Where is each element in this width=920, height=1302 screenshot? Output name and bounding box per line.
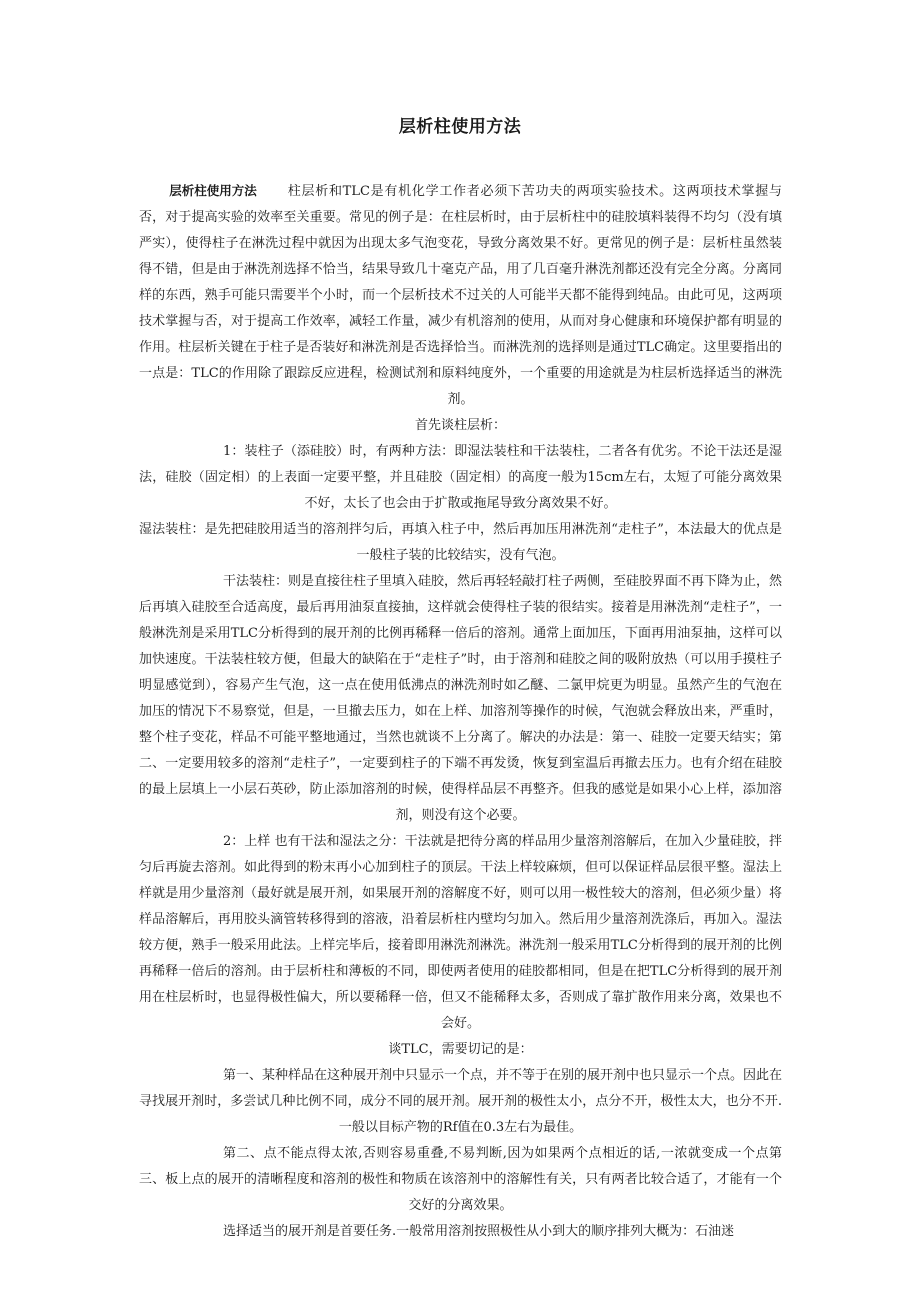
section-heading-tlc: 谈TLC，需要切记的是：: [388, 1042, 533, 1057]
intro-text: 柱层析和TLC是有机化学工作者必须下苦功夫的两项实验技术。这两项技术掌握与否，对于提高实验的效率至关重要。常见的例子是：在柱层析时，由于层析柱中的硅胶填料装得不均匀（没有填严实），使得柱子在淋洗过程中就因为出现太多气泡变花，导致分离效果不好。更常见的例子是：层析柱虽然装得不错，但是由于淋洗剂选择不恰当，结果导致几十毫克产品，用了几百毫升淋洗剂都还没有完全分离。分离同样的东西，熟手可能只需要半个小时，而一个层析技术不过关的人可能半天都不能得到纯品。由此可见，这两项技术掌握与否，对于提高工作效率，减轻工作量，减少有机溶剂的使用，从而对身心健康和环境保护都有明显的作用。柱层析关键在于柱子是否装好和淋洗剂是否选择恰当。而淋洗剂的选择则是通过TLC确定。这里要指出的一点是：TLC的作用除了跟踪反应进程，检测试剂和原料纯度外，一个重要的用途就是为柱层析选择适当的淋洗剂。: [139, 184, 782, 407]
wet-packing-paragraph: 湿法装柱：是先把硅胶用适当的溶剂拌匀后，再填入柱子中，然后再加压用淋洗剂“走柱子”，本法最大的优点是一般柱子装的比较结实，没有气泡。: [139, 522, 782, 563]
section-heading-column: 首先谈柱层析：: [414, 418, 506, 433]
loading-paragraph: 2：上样 也有干法和湿法之分：干法就是把待分离的样品用少量溶剂溶解后，在加入少量硅胶，拌匀后再旋去溶剂。如此得到的粉末再小心加到柱子的顶层。干法上样较麻烦，但可以保证样品层很平整。湿法上样就是用少量溶剂（最好就是展开剂，如果展开剂的溶解度不好，则可以用一极性较大的溶剂，但必须少量）将样品溶解后，再用胶头滴管转移得到的溶液，沿着层析柱内壁均匀加入。然后用少量溶剂洗涤后，再加入。湿法较方便，熟手一般采用此法。上样完毕后，接着即用淋洗剂淋洗。淋洗剂一般采用TLC分析得到的展开剂的比例再稀释一倍后的溶剂。由于层析柱和薄板的不同，即使两者使用的硅胶都相同，但是在把TLC分析得到的展开剂用在柱层析时，也显得极性偏大，所以要稀释一倍，但又不能稀释太多，否则成了靠扩散作用来分离，效果也不会好。: [139, 834, 782, 1031]
lead-label: 层析柱使用方法: [169, 183, 257, 198]
tlc-first-paragraph: 第一、某种样品在这种展开剂中只显示一个点，并不等于在别的展开剂中也只显示一个点。因此在寻找展开剂时，多尝试几种比例不同，成分不同的展开剂。展开剂的极性太小，点分不开，极性太大，也分不开.一般以目标产物的Rf值在0.3左右为最佳。: [139, 1068, 783, 1135]
document-body: [139, 178, 782, 1245]
dry-packing-paragraph: 干法装柱：则是直接往柱子里填入硅胶，然后再轻轻敲打柱子两侧，至硅胶界面不再下降为止，然后再填入硅胶至合适高度，最后再用油泵直接抽，这样就会使得柱子装的很结实。接着是用淋洗剂“走柱子”，一般淋洗剂是采用TLC分析得到的展开剂的比例再稀释一倍后的溶剂。通常上面加压，下面再用油泵抽，这样可以加快速度。干法装柱较方便，但最大的缺陷在于“走柱子”时，由于溶剂和硅胶之间的吸附放热（可以用手摸柱子明显感觉到），容易产生气泡，这一点在使用低沸点的淋洗剂时如乙醚、二氯甲烷更为明显。虽然产生的气泡在加压的情况下不易察觉，但是，一旦撤去压力，如在上样、加溶剂等操作的时候，气泡就会释放出来，严重时，整个柱子变花，样品不可能平整地通过，当然也就谈不上分离了。解决的办法是：第一、硅胶一定要天结实；第二、一定要用较多的溶剂“走柱子”，一定要到柱子的下端不再发烫，恢复到室温后再撤去压力。也有介绍在硅胶的最上层填上一小层石英砂，防止添加溶剂的时候，使得样品层不再整齐。但我的感觉是如果小心上样，添加溶剂，则没有这个必要。: [139, 574, 783, 823]
solvent-choice-paragraph: 选择适当的展开剂是首要任务.一般常用溶剂按照极性从小到大的顺序排列大概为：石油迷: [223, 1224, 735, 1239]
intro-paragraph: [139, 178, 782, 413]
packing-intro-paragraph: 1：装柱子（添硅胶）时，有两种方法：即湿法装柱和干法装柱，二者各有优劣。不论干法还是湿法，硅胶（固定相）的上表面一定要平整，并且硅胶（固定相）的高度一般为15cm左右，太短了可能分离效果不好，太长了也会由于扩散或拖尾导致分离效果不好。: [139, 444, 782, 511]
tlc-second-paragraph: 第二、点不能点得太浓,否则容易重叠,不易判断,因为如果两个点相近的话,一浓就变成一个点第三、板上点的展开的清晰程度和溶剂的极性和物质在该溶剂中的溶解性有关，只有两者比较合适了，才能有一个交好的分离效果。: [139, 1146, 782, 1213]
document-title: 层析柱使用方法: [398, 117, 522, 137]
